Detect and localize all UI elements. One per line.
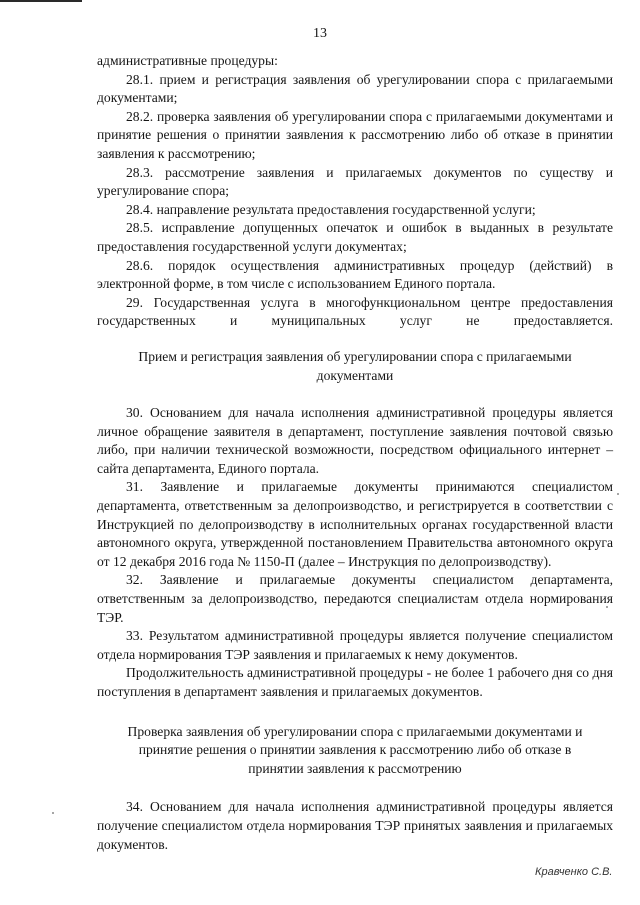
paragraph-duration: Продолжительность административной процедуры - не более 1 рабочего дня со дня поступления в департамент заявления и прилагаемых документов.: [97, 665, 613, 699]
scan-speck: [617, 493, 619, 495]
paragraph-28-6: 28.6. порядок осуществления административных процедур (действий) в электронной форме, в том числе с использованием Единого портала.: [97, 257, 613, 292]
scan-speck: [606, 606, 608, 608]
paragraph-33: 33. Результатом административной процедуры является получение специалистом отдела нормирования ТЭР заявления и прилагаемых к нему документов.: [97, 628, 613, 662]
paragraph-28-3: 28.3. рассмотрение заявления и прилагаемых документов по существу и урегулирование спора;: [97, 164, 613, 199]
scan-speck: [52, 812, 54, 814]
paragraph-31: 31. Заявление и прилагаемые документы принимаются специалистом департамента, ответственным за делопроизводство, и регистрируется в соответствии с Инструкцией по делопроизводству в исполнительных органах государственной власти автономного округа, утвержденной постановлением Правительства автономного округа от 12 декабря 2016 года № 1150-П (далее – Инструкция по делопроизводству).: [97, 479, 613, 569]
paragraph-34: 34. Основанием для начала исполнения административной процедуры является получение специалистом отдела нормирования ТЭР принятых заявления и прилагаемых документов.: [97, 799, 613, 852]
paragraph-29: 29. Государственная услуга в многофункциональном центре предоставления государственных и муниципальных услуг не предоставляется.: [97, 294, 613, 329]
paragraph-28-5: 28.5. исправление допущенных опечаток и ошибок в выданных в результате предоставления государственной услуги документах;: [97, 220, 613, 254]
paragraph-28-4: 28.4. направление результата предоставления государственной услуги;: [126, 201, 536, 217]
document-body: [97, 52, 613, 854]
header-rule: [0, 0, 82, 2]
paragraph-28-1: 28.1. прием и регистрация заявления об урегулировании спора с прилагаемыми документами;: [97, 71, 613, 106]
paragraph-28-2: 28.2. проверка заявления об урегулировании спора с прилагаемыми документами и принятие решения о принятии заявления к рассмотрению либо об отказе в принятии заявления к рассмотрению;: [97, 108, 613, 161]
paragraph-continuation: административные процедуры:: [97, 53, 278, 68]
signature: Кравченко С.В.: [535, 866, 613, 878]
page-number: 13: [313, 26, 327, 41]
section-heading-reception: Прием и регистрация заявления об урегулировании спора с прилагаемыми документами: [138, 348, 572, 383]
paragraph-32: 32. Заявление и прилагаемые документы специалистом департамента, ответственным за делопроизводство, передаются специалистам отдела нормирования ТЭР.: [97, 572, 613, 625]
paragraph-30: 30. Основанием для начала исполнения административной процедуры является личное обращение заявителя в департамент, поступление заявления почтовой связью либо, при наличии технической возможности, посредством официального интернет – сайта департамента, Единого портала.: [97, 405, 613, 476]
section-heading-verification: Проверка заявления об урегулировании спора с прилагаемыми документами и принятие решения о принятии заявления к рассмотрению либо об отказе в принятии заявления к рассмотрению: [127, 723, 583, 776]
